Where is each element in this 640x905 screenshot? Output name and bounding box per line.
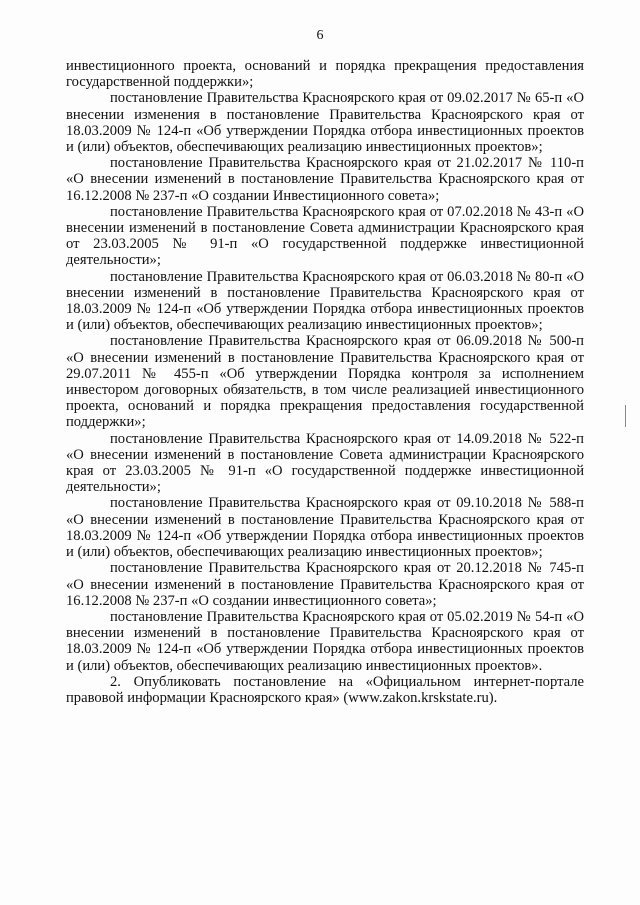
paragraph-resolution-80p: постановление Правительства Красноярского края от 06.03.2018 № 80-п «О внесении изменений в постановление Правительства Красноярского края от 18.03.2009 № 124-п «Об утверждении Порядка отбора инвестиционных проектов и (или) объектов, обеспечивающих реализацию инвестиционных проектов»;: [66, 268, 584, 334]
paragraph-resolution-43p: постановление Правительства Красноярского края от 07.02.2018 № 43-п «О внесении изменений в постановление Совета администрации Красноярского края от 23.03.2005 № 91-п «О государственной поддержке инвестиционной деятельности»;: [66, 203, 584, 269]
paragraph-resolution-522p: постановление Правительства Красноярского края от 14.09.2018 № 522-п «О внесении изменений в постановление Совета администрации Красноярского края от 23.03.2005 № 91-п «О государственной поддержке инвестиционной деятельности»;: [66, 430, 584, 496]
page-number: 6: [316, 28, 324, 43]
document-body: [66, 58, 584, 706]
paragraph-resolution-65p: постановление Правительства Красноярского края от 09.02.2017 № 65-п «О внесении изменения в постановление Правительства Красноярского края от 18.03.2009 № 124-п «Об утверждении Порядка отбора инвестиционных проектов и (или) объектов, обеспечивающих реализацию инвестиционных проектов»;: [66, 90, 584, 156]
paragraph-resolution-54p: постановление Правительства Красноярского края от 05.02.2019 № 54-п «О внесении изменений в постановление Правительства Красноярского края от 18.03.2009 № 124-п «Об утверждении Порядка отбора инвестиционных проектов и (или) объектов, обеспечивающих реализацию инвестиционных проектов».: [66, 608, 584, 674]
paragraph-continuation: инвестиционного проекта, оснований и порядка прекращения предоставления государственной поддержки»;: [66, 58, 584, 91]
paragraph-publish: 2. Опубликовать постановление на «Официальном интернет-портале правовой информации Красноярского края» (www.zakon.krskstate.ru).: [66, 673, 584, 706]
scan-artifact: [625, 405, 626, 427]
paragraph-resolution-588p: постановление Правительства Красноярского края от 09.10.2018 № 588-п «О внесении изменений в постановление Правительства Красноярского края от 18.03.2009 № 124-п «Об утверждении Порядка отбора инвестиционных проектов и (или) объектов, обеспечивающих реализацию инвестиционных проектов»;: [66, 495, 584, 561]
paragraph-resolution-110p: постановление Правительства Красноярского края от 21.02.2017 № 110-п «О внесении изменений в постановление Правительства Красноярского края от 16.12.2008 № 237-п «О создании Инвестиционного совета»;: [66, 155, 584, 204]
paragraph-resolution-500p: постановление Правительства Красноярского края от 06.09.2018 № 500-п «О внесении изменений в постановление Правительства Красноярского края от 29.07.2011 № 455-п «Об утверждении Порядка контроля за исполнением инвестором договорных обязательств, в том числе реализацией инвестиционного проекта, оснований и порядка прекращения предоставления государственной поддержки»;: [66, 333, 584, 431]
paragraph-resolution-745p: постановление Правительства Красноярского края от 20.12.2018 № 745-п «О внесении изменений в постановление Правительства Красноярского края от 16.12.2008 № 237-п «О создании инвестиционного совета»;: [66, 560, 584, 609]
